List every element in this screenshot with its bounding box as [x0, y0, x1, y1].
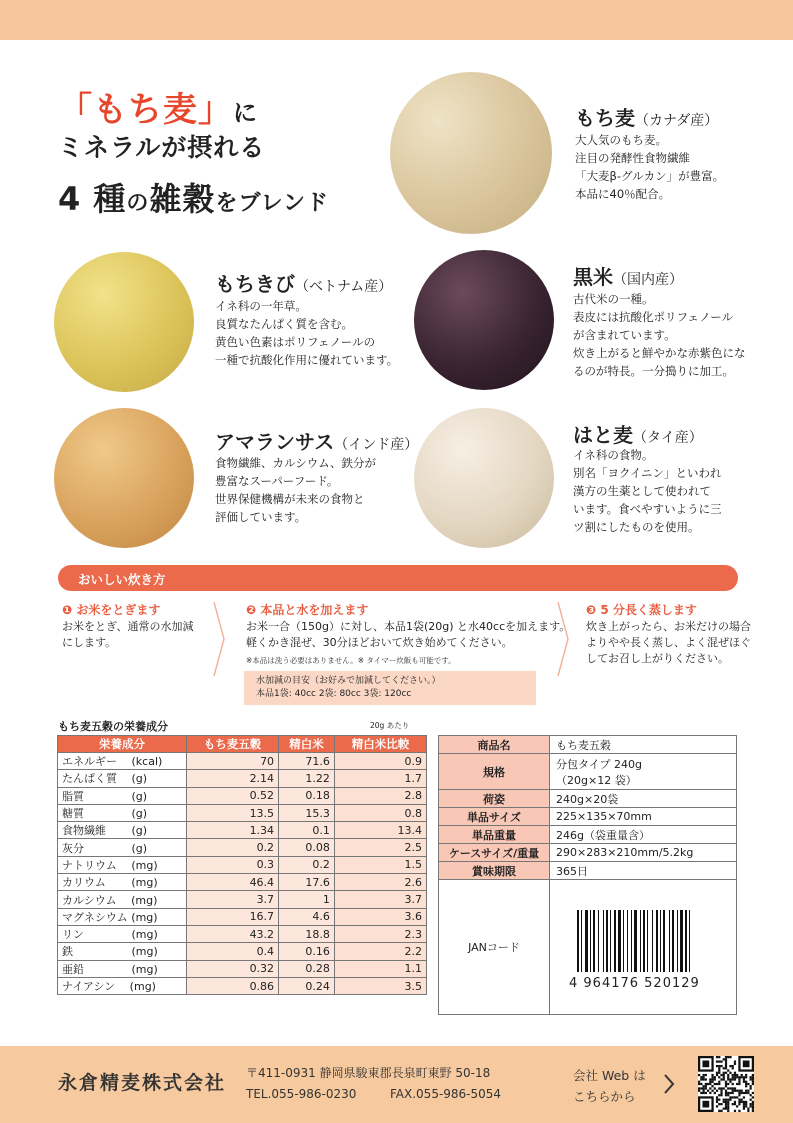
amaranth-desc: 食物繊維、カルシウム、鉄分が 豊富なスーパーフード。 世界保健機構が未来の食物と 評価しています。 [215, 456, 376, 524]
table-row [58, 925, 427, 942]
nutrient-value: 0.08 [279, 839, 335, 856]
nutrient-name: リン (mg) [58, 925, 187, 942]
jan-label: JANコード [439, 880, 550, 1015]
nutrient-value: 0.2 [187, 839, 279, 856]
mochimugi-photo [390, 72, 552, 234]
spec-value: 290×283×210mm/5.2kg [550, 844, 737, 862]
nutrient-name: たんぱく質 (g) [58, 770, 187, 787]
barcode [575, 910, 715, 972]
chevron-right-icon[interactable] [662, 1072, 676, 1096]
spec-value: 246g（袋重量含） [550, 826, 737, 844]
step-3-title: ❸ 5 分長く蒸します [586, 603, 697, 617]
headline-line-3: 4 種の雑穀をブレンド [58, 180, 330, 218]
nutrient-value: 0.8 [334, 804, 426, 821]
nutrient-name: カリウム (mg) [58, 874, 187, 891]
spec-value: 240g×20袋 [550, 790, 737, 808]
nutrient-value: 1.22 [279, 770, 335, 787]
mochimugi-desc: 大人気のもち麦。 注目の発酵性食物繊維 「大麦β-グルカン」が豊富。 本品に40％配合。 [575, 133, 725, 201]
spec-key: ケースサイズ/重量 [439, 844, 550, 862]
amaranth-photo [54, 408, 194, 548]
table-row [58, 977, 427, 994]
nutrient-name: ナトリウム (mg) [58, 856, 187, 873]
spec-value: 225×135×70mm [550, 808, 737, 826]
nutrient-value: 13.4 [334, 822, 426, 839]
step-2-body: お米一合（150g）に対し、本品1袋(20g) と水40ccを加えます。 軽くかき混ぜ、30分ほどおいて炊き始めてください。 [246, 620, 571, 649]
nutrient-value: 43.2 [187, 925, 279, 942]
nutrient-value: 1.5 [334, 856, 426, 873]
nutrient-value: 0.32 [187, 960, 279, 977]
nutrition-header: 栄養成分 [58, 736, 187, 753]
nutrient-value: 4.6 [279, 908, 335, 925]
table-row [58, 943, 427, 960]
spec-value: 365日 [550, 862, 737, 880]
nutrient-name: 亜鉛 (mg) [58, 960, 187, 977]
nutrient-name: 鉄 (mg) [58, 943, 187, 960]
website-label-2[interactable]: こちらから [573, 1089, 636, 1104]
nutrient-name: マグネシウム (mg) [58, 908, 187, 925]
step-1-title: ❶ お米をとぎます [62, 603, 161, 617]
kuromai-photo [414, 250, 554, 390]
table-row [58, 891, 427, 908]
nutrient-name: 食物繊維 (g) [58, 822, 187, 839]
top-color-band [0, 0, 793, 40]
nutrient-value: 70 [187, 753, 279, 770]
nutrient-value: 16.7 [187, 908, 279, 925]
mochimugi-name: もち麦（カナダ産） [575, 106, 719, 130]
nutrient-value: 1.34 [187, 822, 279, 839]
nutrient-value: 0.4 [187, 943, 279, 960]
chevron-right-icon [212, 600, 226, 678]
cooking-title: おいしい炊き方 [78, 572, 166, 587]
mochikibi-name: もちきび（ベトナム産） [215, 272, 393, 296]
spec-value: 分包タイプ 240g （20g×12 袋） [550, 754, 737, 790]
nutrient-value: 0.16 [279, 943, 335, 960]
nutrient-value: 0.9 [334, 753, 426, 770]
chevron-right-icon [556, 600, 570, 678]
table-row [58, 960, 427, 977]
spec-key: 荷姿 [439, 790, 550, 808]
nutrient-value: 0.2 [279, 856, 335, 873]
nutrient-name: 糖質 (g) [58, 804, 187, 821]
amaranth-name: アマランサス（インド産） [215, 430, 419, 454]
table-row [58, 753, 427, 770]
nutrient-value: 0.24 [279, 977, 335, 994]
nutrition-title: もち麦五穀の栄養成分 [58, 720, 168, 733]
nutrient-value: 0.86 [187, 977, 279, 994]
nutrient-name: ナイアシン (mg) [58, 977, 187, 994]
spec-key: 単品サイズ [439, 808, 550, 826]
nutrient-value: 1.1 [334, 960, 426, 977]
step-3-body: 炊き上がったら、お米だけの場合 よりやや長く蒸し、よく混ぜほぐ してお召し上がりください。 [586, 620, 751, 665]
table-row [58, 804, 427, 821]
step-1-body: お米をとぎ、通常の水加減 にします。 [62, 620, 194, 649]
spec-table [438, 735, 737, 1015]
headline-accent: 「もち麦」 [58, 90, 233, 130]
company-name: 永倉精麦株式会社 [58, 1072, 227, 1094]
hatomugi-name: はと麦（タイ産） [573, 423, 703, 447]
spec-key: 賞味期限 [439, 862, 550, 880]
nutrient-value: 3.5 [334, 977, 426, 994]
headline-line-2: ミネラルが摂れる [58, 133, 266, 162]
table-row [58, 787, 427, 804]
website-label[interactable]: 会社 Web は [573, 1068, 646, 1083]
nutrient-value: 2.14 [187, 770, 279, 787]
water-guide-values: 本品1袋: 40cc 2袋: 80cc 3袋: 120cc [256, 689, 412, 699]
table-row [58, 822, 427, 839]
nutrient-value: 2.2 [334, 943, 426, 960]
nutrient-value: 2.5 [334, 839, 426, 856]
nutrient-value: 2.6 [334, 874, 426, 891]
kuromai-name: 黒米（国内産） [573, 265, 683, 289]
nutrient-name: エネルギー (kcal) [58, 753, 187, 770]
nutrient-value: 1.7 [334, 770, 426, 787]
jan-number: 4 964176 520129 [569, 976, 700, 991]
nutrition-header: 精白米比較 [334, 736, 426, 753]
nutrition-unit-note: 20g あたり [370, 721, 410, 730]
nutrient-name: 灰分 (g) [58, 839, 187, 856]
step-2-title: ❷ 本品と水を加えます [246, 603, 369, 617]
nutrient-value: 0.1 [279, 822, 335, 839]
spec-key: 商品名 [439, 736, 550, 754]
nutrient-value: 17.6 [279, 874, 335, 891]
table-row [58, 839, 427, 856]
table-row [58, 770, 427, 787]
nutrient-value: 71.6 [279, 753, 335, 770]
company-fax: FAX.055-986-5054 [390, 1087, 502, 1101]
mochikibi-photo [54, 252, 194, 392]
qr-code-icon[interactable] [698, 1056, 754, 1112]
nutrient-value: 1 [279, 891, 335, 908]
nutrient-value: 0.28 [279, 960, 335, 977]
nutrient-value: 3.6 [334, 908, 426, 925]
spec-key: 規格 [439, 754, 550, 790]
nutrient-name: 脂質 (g) [58, 787, 187, 804]
nutrient-value: 0.52 [187, 787, 279, 804]
step-2-note: ※本品は洗う必要はありません。※ タイマー炊飯も可能です。 [246, 656, 456, 665]
nutrient-name: カルシウム (mg) [58, 891, 187, 908]
headline-line-1: 「もち麦」に [58, 90, 258, 130]
company-tel: TEL.055-986-0230 [246, 1087, 357, 1101]
nutrition-header: 精白米 [279, 736, 335, 753]
nutrient-value: 13.5 [187, 804, 279, 821]
nutrient-value: 46.4 [187, 874, 279, 891]
kuromai-desc: 古代米の一種。 表皮には抗酸化ポリフェノール が含まれています。 炊き上がると鮮やかな赤紫色にな るのが特長。一分搗りに加工。 [573, 292, 746, 378]
nutrient-value: 0.18 [279, 787, 335, 804]
nutrient-value: 2.8 [334, 787, 426, 804]
nutrition-table [57, 735, 427, 995]
table-row [58, 856, 427, 873]
nutrient-value: 2.3 [334, 925, 426, 942]
hatomugi-photo [414, 408, 554, 548]
company-address: 〒411-0931 静岡県駿東郡長泉町東野 50-18 [246, 1066, 491, 1080]
spec-key: 単品重量 [439, 826, 550, 844]
water-guide-title: 水加減の目安（お好みで加減してください。） [256, 676, 441, 686]
table-row [58, 908, 427, 925]
nutrient-value: 3.7 [187, 891, 279, 908]
hatomugi-desc: イネ科の食物。 別名「ヨクイニン」といわれ 漢方の生薬として使われて います。食べやすいように三 ツ割にしたものを使用。 [573, 448, 722, 534]
nutrition-header: もち麦五穀 [187, 736, 279, 753]
nutrient-value: 0.3 [187, 856, 279, 873]
nutrient-value: 3.7 [334, 891, 426, 908]
mochikibi-desc: イネ科の一年草。 良質なたんぱく質を含む。 黄色い色素はポリフェノールの 一種で抗酸化作用に優れています。 [215, 299, 399, 367]
spec-value: もち麦五穀 [550, 736, 737, 754]
table-row [58, 874, 427, 891]
nutrient-value: 15.3 [279, 804, 335, 821]
nutrient-value: 18.8 [279, 925, 335, 942]
